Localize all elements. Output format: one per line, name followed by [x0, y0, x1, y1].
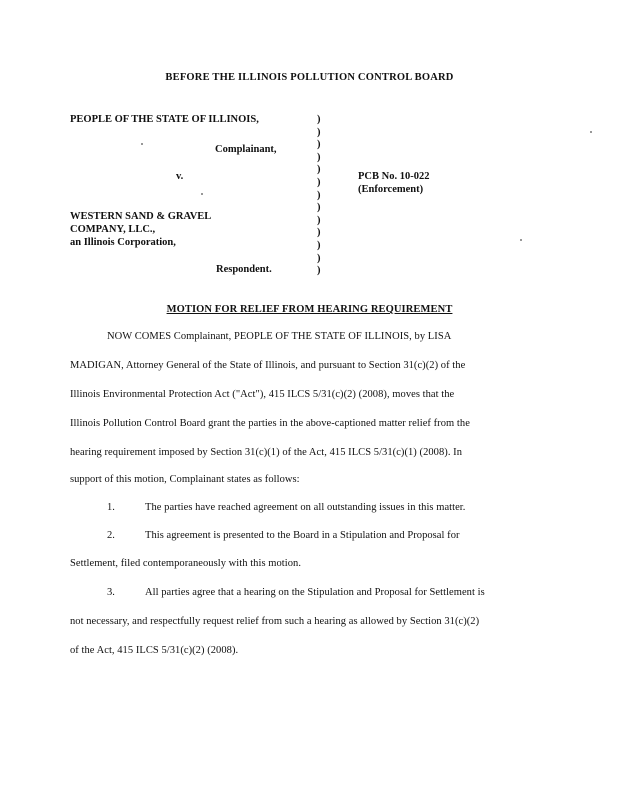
case-number: PCB No. 10-022 [358, 171, 430, 182]
defendant-role: Respondent. [216, 264, 272, 275]
motion-title-text: MOTION FOR RELIEF FROM HEARING REQUIREMENT [166, 304, 453, 315]
plaintiff-name: PEOPLE OF THE STATE OF ILLINOIS, [70, 114, 259, 125]
document-heading: BEFORE THE ILLINOIS POLLUTION CONTROL BOARD [165, 72, 454, 83]
paragraph-line: Settlement, filed contemporaneously with this motion. [70, 558, 301, 569]
caption-paren: ) [317, 151, 321, 163]
caption-paren: ) [317, 176, 321, 188]
paragraph-number: 2. [107, 530, 115, 541]
caption-paren: ) [317, 139, 321, 151]
caption-paren: ) [317, 227, 321, 239]
paragraph-line: This agreement is presented to the Board in a Stipulation and Proposal for [145, 530, 460, 541]
caption-paren: ) [317, 265, 321, 277]
scan-speck [520, 239, 522, 241]
motion-title [0, 304, 619, 315]
caption-paren-column [317, 114, 321, 278]
caption-paren: ) [317, 189, 321, 201]
versus-label: v. [176, 171, 184, 182]
defendant-description: an Illinois Corporation, [70, 237, 176, 248]
intro-line: support of this motion, Complainant states as follows: [70, 474, 300, 485]
defendant-name-line1: WESTERN SAND & GRAVEL [70, 211, 212, 222]
caption-paren: ) [317, 126, 321, 138]
plaintiff-role: Complainant, [215, 144, 277, 155]
caption-paren: ) [317, 202, 321, 214]
intro-line: MADIGAN, Attorney General of the State of Illinois, and pursuant to Section 31(c)(2) of the [70, 360, 466, 371]
scan-speck [201, 193, 203, 195]
intro-line: hearing requirement imposed by Section 31(c)(1) of the Act, 415 ILCS 5/31(c)(1) (2008). In [70, 447, 463, 458]
caption-paren: ) [317, 239, 321, 251]
paragraph-number: 3. [107, 587, 115, 598]
intro-line: NOW COMES Complainant, PEOPLE OF THE STATE OF ILLINOIS, by LISA [107, 331, 452, 342]
paragraph-line: All parties agree that a hearing on the Stipulation and Proposal for Settlement is [145, 587, 485, 598]
caption-paren: ) [317, 164, 321, 176]
intro-line: Illinois Environmental Protection Act ("Act"), 415 ILCS 5/31(c)(2) (2008), moves that the [70, 389, 455, 400]
case-type: (Enforcement) [358, 184, 424, 195]
scan-speck [590, 131, 592, 133]
paragraph-line: of the Act, 415 ILCS 5/31(c)(2) (2008). [70, 645, 239, 656]
intro-line: Illinois Pollution Control Board grant the parties in the above-captioned matter relief from the [70, 418, 470, 429]
defendant-name-line2: COMPANY, LLC., [70, 224, 156, 235]
paragraph-number: 1. [107, 502, 115, 513]
paragraph-line: The parties have reached agreement on all outstanding issues in this matter. [145, 502, 466, 513]
paragraph-line: not necessary, and respectfully request relief from such a hearing as allowed by Section 31(c)(2) [70, 616, 480, 627]
caption-paren: ) [317, 214, 321, 226]
caption-paren: ) [317, 114, 321, 125]
caption-paren: ) [317, 252, 321, 264]
scan-speck [141, 143, 143, 145]
